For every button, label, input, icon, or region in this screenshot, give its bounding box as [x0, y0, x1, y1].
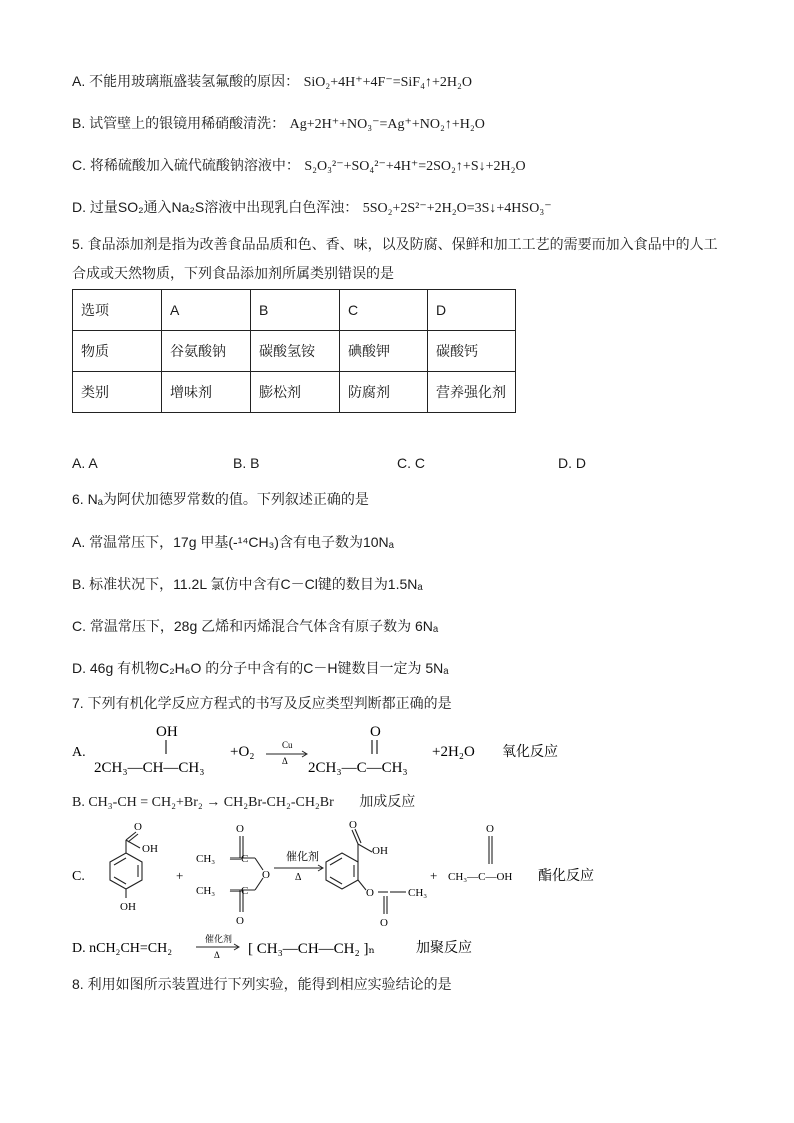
q6-option-d: D. 46g 有机物C₂H₆O 的分子中含有的C－H键数目一定为 5Nₐ	[72, 660, 449, 676]
q7-option-c-acid: CH₃—C—OH	[448, 871, 513, 883]
svg-text:CH₃: CH₃	[196, 885, 216, 897]
q7-option-d-heat: Δ	[214, 950, 220, 960]
acetic-anhydride-structure	[230, 836, 263, 912]
svg-text:O: O	[236, 915, 244, 927]
q5-answer-a: A. A	[72, 455, 98, 471]
table-row	[73, 290, 516, 331]
q5-stem-line2: 合成或天然物质，下列食品添加剂所属类别错误的是	[72, 265, 394, 281]
table-cell: B	[251, 290, 340, 331]
q7-option-b-type: 加成反应	[359, 793, 416, 809]
svg-text:OH: OH	[142, 843, 158, 855]
svg-text:O: O	[349, 819, 357, 831]
table-row	[73, 331, 516, 372]
svg-text:—C: —C	[230, 885, 249, 897]
q4-option-c	[72, 155, 526, 177]
table-cell: C	[340, 290, 428, 331]
svg-text:O: O	[236, 823, 244, 835]
q7-option-c-equation	[70, 818, 610, 930]
q4-option-b-label: B. 试管壁上的银镜用稀硝酸清洗：	[72, 115, 286, 131]
q4-option-b	[72, 113, 485, 135]
q5-answer-d: D. D	[558, 455, 586, 471]
q7-option-a-reactant: 2CH₃—CH—CH₃	[94, 760, 205, 776]
q7-option-d-equation	[70, 930, 530, 964]
table-cell: D	[428, 290, 516, 331]
q4-option-d-label: D. 过量SO₂通入Na₂S溶液中出现乳白色浑浊：	[72, 199, 359, 215]
q7-option-d-polymer: [ CH₃—CH—CH₂ ]ₙ	[248, 941, 375, 957]
q5-answer-c: C. C	[397, 455, 425, 471]
q7-option-a-heat: Δ	[282, 756, 288, 766]
q7-stem: 7. 下列有机化学反应方程式的书写及反应类型判断都正确的是	[72, 695, 452, 711]
q7-option-b-equation: B. CH₃-CH = CH₂+Br₂ → CH₂Br-CH₂-CH₂Br	[72, 795, 334, 810]
q7-option-c-heat: Δ	[295, 872, 302, 883]
q7-option-c-plus2: +	[430, 868, 438, 883]
q4-option-d	[72, 197, 552, 219]
q7-option-a-equation	[70, 718, 590, 782]
svg-text:CH₃: CH₃	[408, 887, 428, 899]
q7-option-b	[72, 791, 415, 813]
q7-option-a-label: A.	[72, 745, 86, 760]
svg-text:O: O	[486, 823, 494, 835]
svg-text:O: O	[380, 917, 388, 929]
table-cell: 防腐剂	[340, 372, 428, 413]
svg-text:—C: —C	[230, 853, 249, 865]
q6-option-a: A. 常温常压下，17g 甲基(-¹⁴CH₃)含有电子数为10Nₐ	[72, 534, 394, 550]
q4-option-d-formula: 5SO₂+2S²⁻+2H₂O=3S↓+4HSO₃⁻	[362, 201, 552, 216]
q7-option-a-oh: OH	[156, 724, 178, 740]
q7-option-d-catalyst: 催化剂	[205, 934, 233, 944]
q7-option-d-reactant: D. nCH₂CH=CH₂	[72, 941, 173, 956]
table-cell: A	[162, 290, 251, 331]
aspirin-structure	[326, 829, 406, 914]
q6-option-b: B. 标准状况下，11.2L 氯仿中含有C－Cl键的数目为1.5Nₐ	[72, 576, 423, 592]
q7-option-a-product: 2CH₃—C—CH₃	[308, 760, 408, 776]
table-cell: 选项	[73, 290, 162, 331]
q4-option-c-label: C. 将稀硫酸加入硫代硫酸钠溶液中：	[72, 157, 300, 173]
q5-stem-line1: 5. 食品添加剂是指为改善食品品质和色、香、味，以及防腐、保鲜和加工工艺的需要而加入食品中的人工	[72, 236, 718, 252]
q4-option-a	[72, 71, 472, 93]
q7-option-c-plus1: +	[176, 868, 184, 883]
q4-option-b-formula: Ag+2H⁺+NO₃⁻=Ag⁺+NO₂↑+H₂O	[289, 117, 485, 132]
svg-text:O: O	[262, 869, 270, 881]
svg-text:O: O	[366, 887, 374, 899]
salicylic-acid-structure	[110, 832, 142, 898]
q6-option-c: C. 常温常压下，28g 乙烯和丙烯混合气体含有原子数为 6Nₐ	[72, 618, 439, 634]
q4-option-c-formula: S₂O₃²⁻+SO₄²⁻+4H⁺=2SO₂↑+S↓+2H₂O	[304, 159, 526, 174]
q7-option-a-oxygen: +O₂	[230, 744, 255, 760]
q5-answer-b: B. B	[233, 455, 260, 471]
table-cell: 碳酸钙	[428, 331, 516, 372]
q7-option-c-catalyst: 催化剂	[286, 851, 319, 863]
q7-option-c-label: C.	[72, 869, 85, 884]
q8-stem: 8. 利用如图所示装置进行下列实验，能得到相应实验结论的是	[72, 976, 452, 992]
table-row	[73, 372, 516, 413]
q4-option-a-label: A. 不能用玻璃瓶盛装氢氟酸的原因：	[72, 73, 300, 89]
table-cell: 膨松剂	[251, 372, 340, 413]
table-cell: 碘酸钾	[340, 331, 428, 372]
q4-option-a-formula: SiO₂+4H⁺+4F⁻=SiF₄↑+2H₂O	[303, 75, 472, 90]
q7-option-a-type: 氧化反应	[502, 745, 558, 760]
svg-text:O: O	[134, 821, 142, 833]
q7-option-c-type: 酯化反应	[538, 869, 594, 884]
table-cell: 类别	[73, 372, 162, 413]
table-cell: 谷氨酸钠	[162, 331, 251, 372]
table-cell: 增味剂	[162, 372, 251, 413]
q7-option-a-o: O	[370, 724, 381, 740]
q7-option-a-water: +2H₂O	[432, 744, 475, 760]
table-cell: 营养强化剂	[428, 372, 516, 413]
q7-option-a-catalyst: Cu	[282, 740, 293, 750]
svg-text:CH₃: CH₃	[196, 853, 216, 865]
q7-option-d-type: 加聚反应	[416, 941, 472, 956]
svg-text:OH: OH	[372, 845, 388, 857]
table-cell: 碳酸氢铵	[251, 331, 340, 372]
q6-stem: 6. Nₐ为阿伏加德罗常数的值。下列叙述正确的是	[72, 491, 369, 507]
q5-table	[72, 289, 516, 413]
svg-text:OH: OH	[120, 901, 136, 913]
table-cell: 物质	[73, 331, 162, 372]
